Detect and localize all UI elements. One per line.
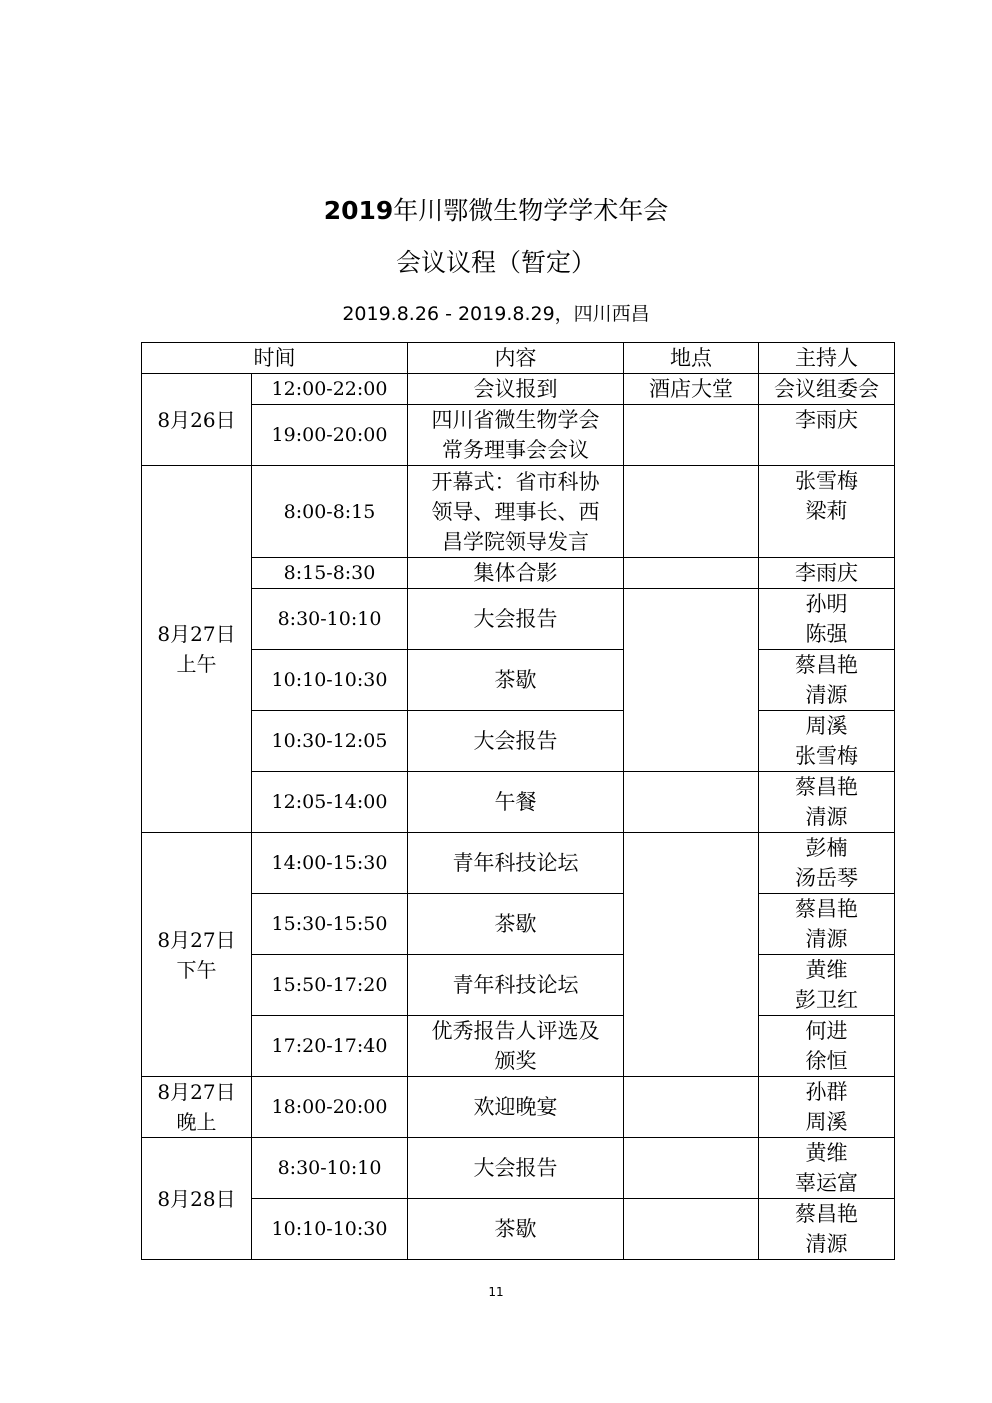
host-line: 孙明 xyxy=(805,592,848,616)
content-cell: 大会报告 xyxy=(408,589,624,650)
content-cell: 大会报告 xyxy=(408,1138,624,1199)
time-cell: 14:00-15:30 xyxy=(252,833,408,894)
table-row xyxy=(142,374,895,405)
table-row xyxy=(142,833,895,894)
host-cell xyxy=(759,772,895,833)
host-line: 蔡昌艳 xyxy=(795,1202,858,1226)
content-cell: 大会报告 xyxy=(408,711,624,772)
day-line: 8月27日 xyxy=(157,622,236,646)
host-line: 清源 xyxy=(805,683,848,707)
host-cell xyxy=(759,1016,895,1077)
host-cell xyxy=(759,711,895,772)
title-year: 2019 xyxy=(323,196,394,225)
host-line: 梁莉 xyxy=(805,499,848,523)
content-cell xyxy=(408,405,624,466)
location-cell xyxy=(624,405,759,466)
table-row xyxy=(142,1077,895,1138)
host-line: 黄维 xyxy=(805,958,848,982)
location-cell-merged xyxy=(624,589,759,772)
time-cell: 17:20-17:40 xyxy=(252,1016,408,1077)
time-cell: 8:30-10:10 xyxy=(252,1138,408,1199)
table-row xyxy=(142,589,895,650)
table-row xyxy=(142,894,895,955)
content-cell: 青年科技论坛 xyxy=(408,955,624,1016)
table-row xyxy=(142,711,895,772)
table-row xyxy=(142,955,895,1016)
day-line: 下午 xyxy=(176,957,217,982)
host-line: 辜运富 xyxy=(795,1171,858,1195)
content-cell: 欢迎晚宴 xyxy=(408,1077,624,1138)
content-cell: 茶歇 xyxy=(408,1199,624,1260)
table-row xyxy=(142,558,895,589)
host-cell xyxy=(759,405,895,466)
time-cell: 19:00-20:00 xyxy=(252,405,408,466)
content-line: 开幕式：省市科协 xyxy=(431,469,600,494)
location-cell xyxy=(624,558,759,589)
title-text: 年川鄂微生物学学术年会 xyxy=(393,196,669,225)
time-cell: 12:00-22:00 xyxy=(252,374,408,405)
time-cell: 15:50-17:20 xyxy=(252,955,408,1016)
content-cell xyxy=(408,1016,624,1077)
content-cell xyxy=(408,466,624,558)
host-cell xyxy=(759,894,895,955)
document-title xyxy=(0,195,992,227)
content-cell: 集体合影 xyxy=(408,558,624,589)
host-line: 彭楠 xyxy=(805,836,848,860)
time-cell: 8:30-10:10 xyxy=(252,589,408,650)
host-line: 清源 xyxy=(805,1232,848,1256)
content-line: 四川省微生物学会 xyxy=(431,408,600,432)
host-line: 周溪 xyxy=(805,714,848,738)
host-cell xyxy=(759,1138,895,1199)
day-cell xyxy=(142,833,252,1077)
host-cell xyxy=(759,466,895,558)
host-cell xyxy=(759,589,895,650)
host-line: 蔡昌艳 xyxy=(795,897,858,921)
location-cell xyxy=(624,1199,759,1260)
host-line: 清源 xyxy=(805,805,848,829)
content-cell: 会议报到 xyxy=(408,374,624,405)
day-cell xyxy=(142,466,252,833)
header-time: 时间 xyxy=(142,343,408,374)
time-cell: 10:10-10:30 xyxy=(252,650,408,711)
host-cell xyxy=(759,1077,895,1138)
time-cell: 15:30-15:50 xyxy=(252,894,408,955)
host-line: 汤岳琴 xyxy=(795,866,858,890)
host-line: 彭卫红 xyxy=(795,988,858,1012)
header-location: 地点 xyxy=(624,343,759,374)
header-content: 内容 xyxy=(408,343,624,374)
table-row xyxy=(142,772,895,833)
host-cell xyxy=(759,650,895,711)
host-line: 孙群 xyxy=(805,1080,848,1104)
agenda-subtitle: 会议议程（暂定） xyxy=(395,248,596,277)
table-row xyxy=(142,1016,895,1077)
table-row xyxy=(142,1199,895,1260)
time-cell: 10:10-10:30 xyxy=(252,1199,408,1260)
location-cell: 酒店大堂 xyxy=(624,374,759,405)
content-cell: 午餐 xyxy=(408,772,624,833)
location-cell-merged xyxy=(624,833,759,1077)
table-row xyxy=(142,1138,895,1199)
content-cell: 茶歇 xyxy=(408,650,624,711)
table-row xyxy=(142,650,895,711)
table-header-row xyxy=(142,343,895,374)
table-row xyxy=(142,466,895,558)
agenda-table xyxy=(141,342,895,1260)
day-line: 8月27日 xyxy=(157,927,236,952)
host-cell xyxy=(759,558,895,589)
location-cell xyxy=(624,1138,759,1199)
header-host: 主持人 xyxy=(759,343,895,374)
host-line: 张雪梅 xyxy=(795,469,858,493)
page-number: 11 xyxy=(488,1285,504,1299)
content-cell: 青年科技论坛 xyxy=(408,833,624,894)
host-line: 蔡昌艳 xyxy=(795,653,858,677)
host-cell xyxy=(759,955,895,1016)
content-line: 领导、理事长、西 xyxy=(431,499,600,524)
table-row xyxy=(142,405,895,466)
time-cell: 10:30-12:05 xyxy=(252,711,408,772)
host-line: 张雪梅 xyxy=(795,744,858,768)
location-cell xyxy=(624,772,759,833)
location-cell xyxy=(624,1077,759,1138)
dates-location: 2019.8.26 - 2019.8.29，四川西昌 xyxy=(342,303,650,325)
content-line: 优秀报告人评选及 xyxy=(431,1019,600,1043)
time-cell: 8:15-8:30 xyxy=(252,558,408,589)
day-cell: 8月26日 xyxy=(142,374,252,466)
day-line: 上午 xyxy=(176,652,217,676)
location-cell xyxy=(624,466,759,558)
host-line: 周溪 xyxy=(805,1110,848,1134)
host-line: 徐恒 xyxy=(805,1049,848,1073)
content-cell: 茶歇 xyxy=(408,894,624,955)
host-line: 李雨庆 xyxy=(795,561,858,585)
host-cell xyxy=(759,833,895,894)
host-line: 何进 xyxy=(805,1019,848,1043)
day-line: 8月27日 xyxy=(157,1080,236,1104)
host-cell: 会议组委会 xyxy=(759,374,895,405)
host-line: 蔡昌艳 xyxy=(795,775,858,799)
content-line: 昌学院领导发言 xyxy=(442,529,589,554)
host-line: 李雨庆 xyxy=(795,408,858,432)
host-line: 陈强 xyxy=(805,622,848,646)
day-cell: 8月28日 xyxy=(142,1138,252,1260)
host-line: 清源 xyxy=(805,927,848,951)
time-cell: 18:00-20:00 xyxy=(252,1077,408,1138)
host-line: 黄维 xyxy=(805,1141,848,1165)
host-cell xyxy=(759,1199,895,1260)
time-cell: 12:05-14:00 xyxy=(252,772,408,833)
day-cell xyxy=(142,1077,252,1138)
content-line: 常务理事会会议 xyxy=(442,438,589,462)
day-line: 晚上 xyxy=(176,1110,217,1134)
time-cell: 8:00-8:15 xyxy=(252,466,408,558)
content-line: 颁奖 xyxy=(494,1049,537,1073)
